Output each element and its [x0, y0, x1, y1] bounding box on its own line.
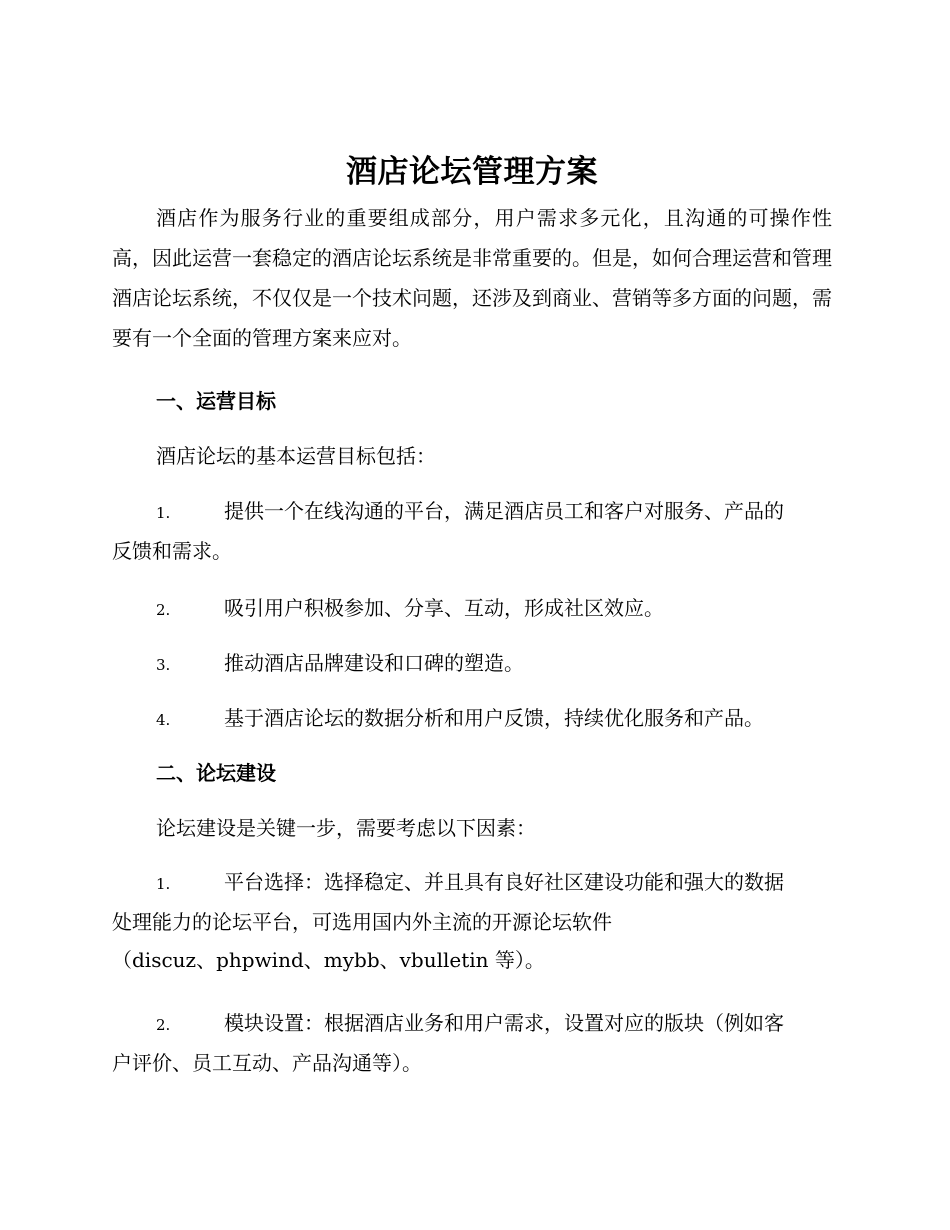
list-item — [112, 698, 832, 740]
list-item — [112, 643, 832, 685]
list-item-number: 1. — [156, 875, 171, 893]
document-title: 酒店论坛管理方案 — [346, 154, 598, 190]
list-item-continuation: 处理能力的论坛平台，可选用国内外主流的开源论坛软件 — [112, 910, 612, 934]
list-item — [112, 588, 832, 630]
list-item-text: 平台选择：选择稳定、并且具有良好社区建设功能和强大的数据 — [224, 870, 784, 894]
list-item-continuation: 反馈和需求。 — [112, 539, 232, 563]
section-heading-operation-goals: 一、运营目标 — [156, 389, 276, 413]
list-item — [112, 1003, 832, 1083]
list-item-number: 4. — [156, 711, 171, 729]
section1-lead: 酒店论坛的基本运营目标包括： — [156, 444, 436, 468]
list-item-continuation: （discuz、phpwind、mybb、vbulletin 等）。 — [112, 948, 545, 972]
list-item — [112, 862, 832, 980]
section2-lead: 论坛建设是关键一步，需要考虑以下因素： — [156, 816, 536, 840]
list-item-number: 2. — [156, 1016, 171, 1034]
list-item-continuation: 户评价、员工互动、产品沟通等）。 — [112, 1051, 422, 1075]
document-page — [112, 0, 832, 1230]
list-item-number: 3. — [156, 656, 171, 674]
list-item-number: 1. — [156, 504, 171, 522]
list-item — [112, 491, 832, 571]
intro-paragraph: 酒店作为服务行业的重要组成部分，用户需求多元化，且沟通的可操作性高，因此运营一套稳定的酒店论坛系统是非常重要的。但是，如何合理运营和管理酒店论坛系统，不仅仅是一个技术问题，还涉及到商业、营销等多方面的问题，需要有一个全面的管理方案来应对。 — [112, 206, 832, 350]
list-item-text: 基于酒店论坛的数据分析和用户反馈，持续优化服务和产品。 — [224, 706, 764, 730]
list-item-text: 吸引用户积极参加、分享、互动，形成社区效应。 — [224, 596, 664, 620]
list-item-text: 提供一个在线沟通的平台，满足酒店员工和客户对服务、产品的 — [224, 499, 784, 523]
list-item-text: 模块设置：根据酒店业务和用户需求，设置对应的版块（例如客 — [224, 1011, 784, 1035]
list-item-number: 2. — [156, 601, 171, 619]
list-item-text: 推动酒店品牌建设和口碑的塑造。 — [224, 651, 524, 675]
section-heading-forum-construction: 二、论坛建设 — [156, 761, 276, 785]
